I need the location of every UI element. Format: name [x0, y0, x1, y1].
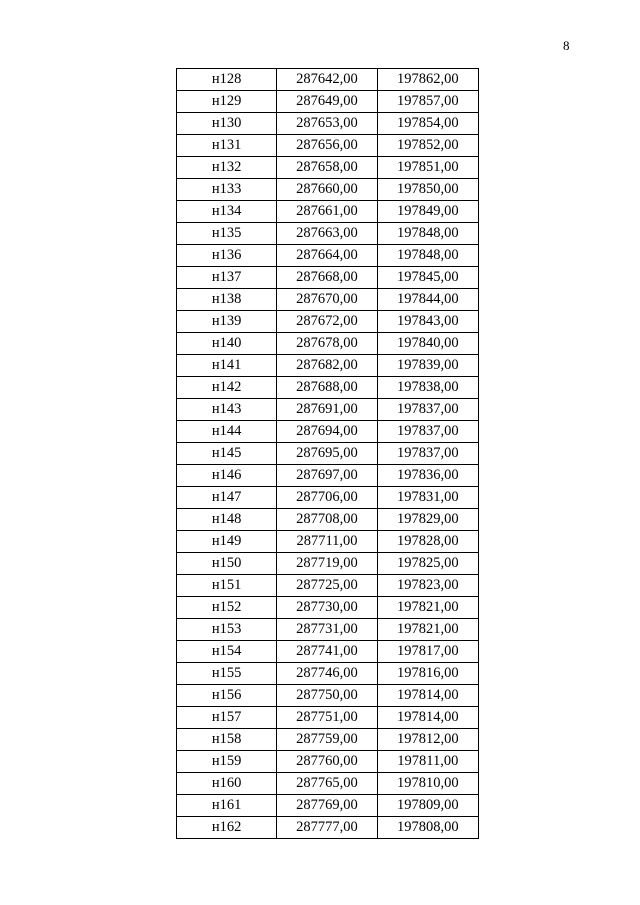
page-number: 8 [563, 38, 570, 53]
point-cell: н139 [177, 311, 277, 333]
x-coordinate-cell: 287653,00 [277, 113, 377, 135]
table-row [177, 355, 479, 377]
x-coordinate-cell: 287668,00 [277, 267, 377, 289]
y-coordinate-cell: 197828,00 [377, 531, 478, 553]
table-row [177, 817, 479, 839]
y-coordinate-cell: 197831,00 [377, 487, 478, 509]
y-coordinate-cell: 197814,00 [377, 685, 478, 707]
x-coordinate-cell: 287678,00 [277, 333, 377, 355]
point-cell: н137 [177, 267, 277, 289]
table-row [177, 773, 479, 795]
y-coordinate-cell: 197840,00 [377, 333, 478, 355]
table-row [177, 311, 479, 333]
y-coordinate-cell: 197810,00 [377, 773, 478, 795]
y-coordinate-cell: 197839,00 [377, 355, 478, 377]
point-cell: н148 [177, 509, 277, 531]
y-coordinate-cell: 197837,00 [377, 443, 478, 465]
x-coordinate-cell: 287765,00 [277, 773, 377, 795]
point-cell: н155 [177, 663, 277, 685]
y-coordinate-cell: 197850,00 [377, 179, 478, 201]
table-row [177, 443, 479, 465]
table-row [177, 113, 479, 135]
table-row [177, 135, 479, 157]
x-coordinate-cell: 287751,00 [277, 707, 377, 729]
x-coordinate-cell: 287660,00 [277, 179, 377, 201]
x-coordinate-cell: 287725,00 [277, 575, 377, 597]
x-coordinate-cell: 287777,00 [277, 817, 377, 839]
point-cell: н141 [177, 355, 277, 377]
x-coordinate-cell: 287658,00 [277, 157, 377, 179]
point-cell: н144 [177, 421, 277, 443]
x-coordinate-cell: 287750,00 [277, 685, 377, 707]
y-coordinate-cell: 197854,00 [377, 113, 478, 135]
y-coordinate-cell: 197836,00 [377, 465, 478, 487]
point-cell: н162 [177, 817, 277, 839]
y-coordinate-cell: 197851,00 [377, 157, 478, 179]
y-coordinate-cell: 197849,00 [377, 201, 478, 223]
table-row [177, 487, 479, 509]
point-cell: н147 [177, 487, 277, 509]
y-coordinate-cell: 197808,00 [377, 817, 478, 839]
x-coordinate-cell: 287708,00 [277, 509, 377, 531]
y-coordinate-cell: 197857,00 [377, 91, 478, 113]
point-cell: н130 [177, 113, 277, 135]
table-row [177, 641, 479, 663]
table-row [177, 685, 479, 707]
x-coordinate-cell: 287682,00 [277, 355, 377, 377]
point-cell: н143 [177, 399, 277, 421]
table-row [177, 597, 479, 619]
point-cell: н146 [177, 465, 277, 487]
point-cell: н140 [177, 333, 277, 355]
point-cell: н128 [177, 69, 277, 91]
point-cell: н160 [177, 773, 277, 795]
point-cell: н134 [177, 201, 277, 223]
x-coordinate-cell: 287741,00 [277, 641, 377, 663]
point-cell: н136 [177, 245, 277, 267]
y-coordinate-cell: 197845,00 [377, 267, 478, 289]
x-coordinate-cell: 287706,00 [277, 487, 377, 509]
table-row [177, 575, 479, 597]
x-coordinate-cell: 287694,00 [277, 421, 377, 443]
x-coordinate-cell: 287688,00 [277, 377, 377, 399]
table-row [177, 531, 479, 553]
table-row [177, 707, 479, 729]
y-coordinate-cell: 197829,00 [377, 509, 478, 531]
point-cell: н153 [177, 619, 277, 641]
point-cell: н159 [177, 751, 277, 773]
table-row [177, 267, 479, 289]
point-cell: н132 [177, 157, 277, 179]
x-coordinate-cell: 287691,00 [277, 399, 377, 421]
table-row [177, 201, 479, 223]
table-row [177, 751, 479, 773]
x-coordinate-cell: 287759,00 [277, 729, 377, 751]
table-row [177, 69, 479, 91]
y-coordinate-cell: 197823,00 [377, 575, 478, 597]
x-coordinate-cell: 287695,00 [277, 443, 377, 465]
point-cell: н161 [177, 795, 277, 817]
y-coordinate-cell: 197821,00 [377, 597, 478, 619]
x-coordinate-cell: 287711,00 [277, 531, 377, 553]
x-coordinate-cell: 287670,00 [277, 289, 377, 311]
table-row [177, 223, 479, 245]
point-cell: н151 [177, 575, 277, 597]
table-row [177, 245, 479, 267]
x-coordinate-cell: 287656,00 [277, 135, 377, 157]
x-coordinate-cell: 287697,00 [277, 465, 377, 487]
table-row [177, 421, 479, 443]
point-cell: н157 [177, 707, 277, 729]
point-cell: н138 [177, 289, 277, 311]
point-cell: н142 [177, 377, 277, 399]
y-coordinate-cell: 197848,00 [377, 245, 478, 267]
y-coordinate-cell: 197843,00 [377, 311, 478, 333]
coordinates-table-body [177, 69, 479, 839]
table-row [177, 553, 479, 575]
x-coordinate-cell: 287719,00 [277, 553, 377, 575]
point-cell: н154 [177, 641, 277, 663]
y-coordinate-cell: 197852,00 [377, 135, 478, 157]
point-cell: н158 [177, 729, 277, 751]
x-coordinate-cell: 287731,00 [277, 619, 377, 641]
table-row [177, 157, 479, 179]
y-coordinate-cell: 197844,00 [377, 289, 478, 311]
y-coordinate-cell: 197838,00 [377, 377, 478, 399]
table-row [177, 399, 479, 421]
y-coordinate-cell: 197812,00 [377, 729, 478, 751]
table-row [177, 795, 479, 817]
table-row [177, 509, 479, 531]
y-coordinate-cell: 197821,00 [377, 619, 478, 641]
y-coordinate-cell: 197848,00 [377, 223, 478, 245]
x-coordinate-cell: 287664,00 [277, 245, 377, 267]
point-cell: н145 [177, 443, 277, 465]
table-row [177, 619, 479, 641]
y-coordinate-cell: 197809,00 [377, 795, 478, 817]
point-cell: н129 [177, 91, 277, 113]
x-coordinate-cell: 287760,00 [277, 751, 377, 773]
y-coordinate-cell: 197816,00 [377, 663, 478, 685]
x-coordinate-cell: 287672,00 [277, 311, 377, 333]
point-cell: н149 [177, 531, 277, 553]
x-coordinate-cell: 287661,00 [277, 201, 377, 223]
x-coordinate-cell: 287730,00 [277, 597, 377, 619]
y-coordinate-cell: 197814,00 [377, 707, 478, 729]
y-coordinate-cell: 197817,00 [377, 641, 478, 663]
x-coordinate-cell: 287649,00 [277, 91, 377, 113]
point-cell: н150 [177, 553, 277, 575]
y-coordinate-cell: 197837,00 [377, 399, 478, 421]
y-coordinate-cell: 197862,00 [377, 69, 478, 91]
point-cell: н131 [177, 135, 277, 157]
y-coordinate-cell: 197825,00 [377, 553, 478, 575]
point-cell: н133 [177, 179, 277, 201]
coordinates-table [176, 68, 479, 839]
table-row [177, 289, 479, 311]
table-row [177, 333, 479, 355]
y-coordinate-cell: 197811,00 [377, 751, 478, 773]
table-row [177, 729, 479, 751]
x-coordinate-cell: 287642,00 [277, 69, 377, 91]
table-row [177, 91, 479, 113]
y-coordinate-cell: 197837,00 [377, 421, 478, 443]
table-row [177, 663, 479, 685]
table-row [177, 179, 479, 201]
x-coordinate-cell: 287663,00 [277, 223, 377, 245]
point-cell: н135 [177, 223, 277, 245]
x-coordinate-cell: 287769,00 [277, 795, 377, 817]
point-cell: н156 [177, 685, 277, 707]
point-cell: н152 [177, 597, 277, 619]
table-row [177, 465, 479, 487]
table-row [177, 377, 479, 399]
x-coordinate-cell: 287746,00 [277, 663, 377, 685]
